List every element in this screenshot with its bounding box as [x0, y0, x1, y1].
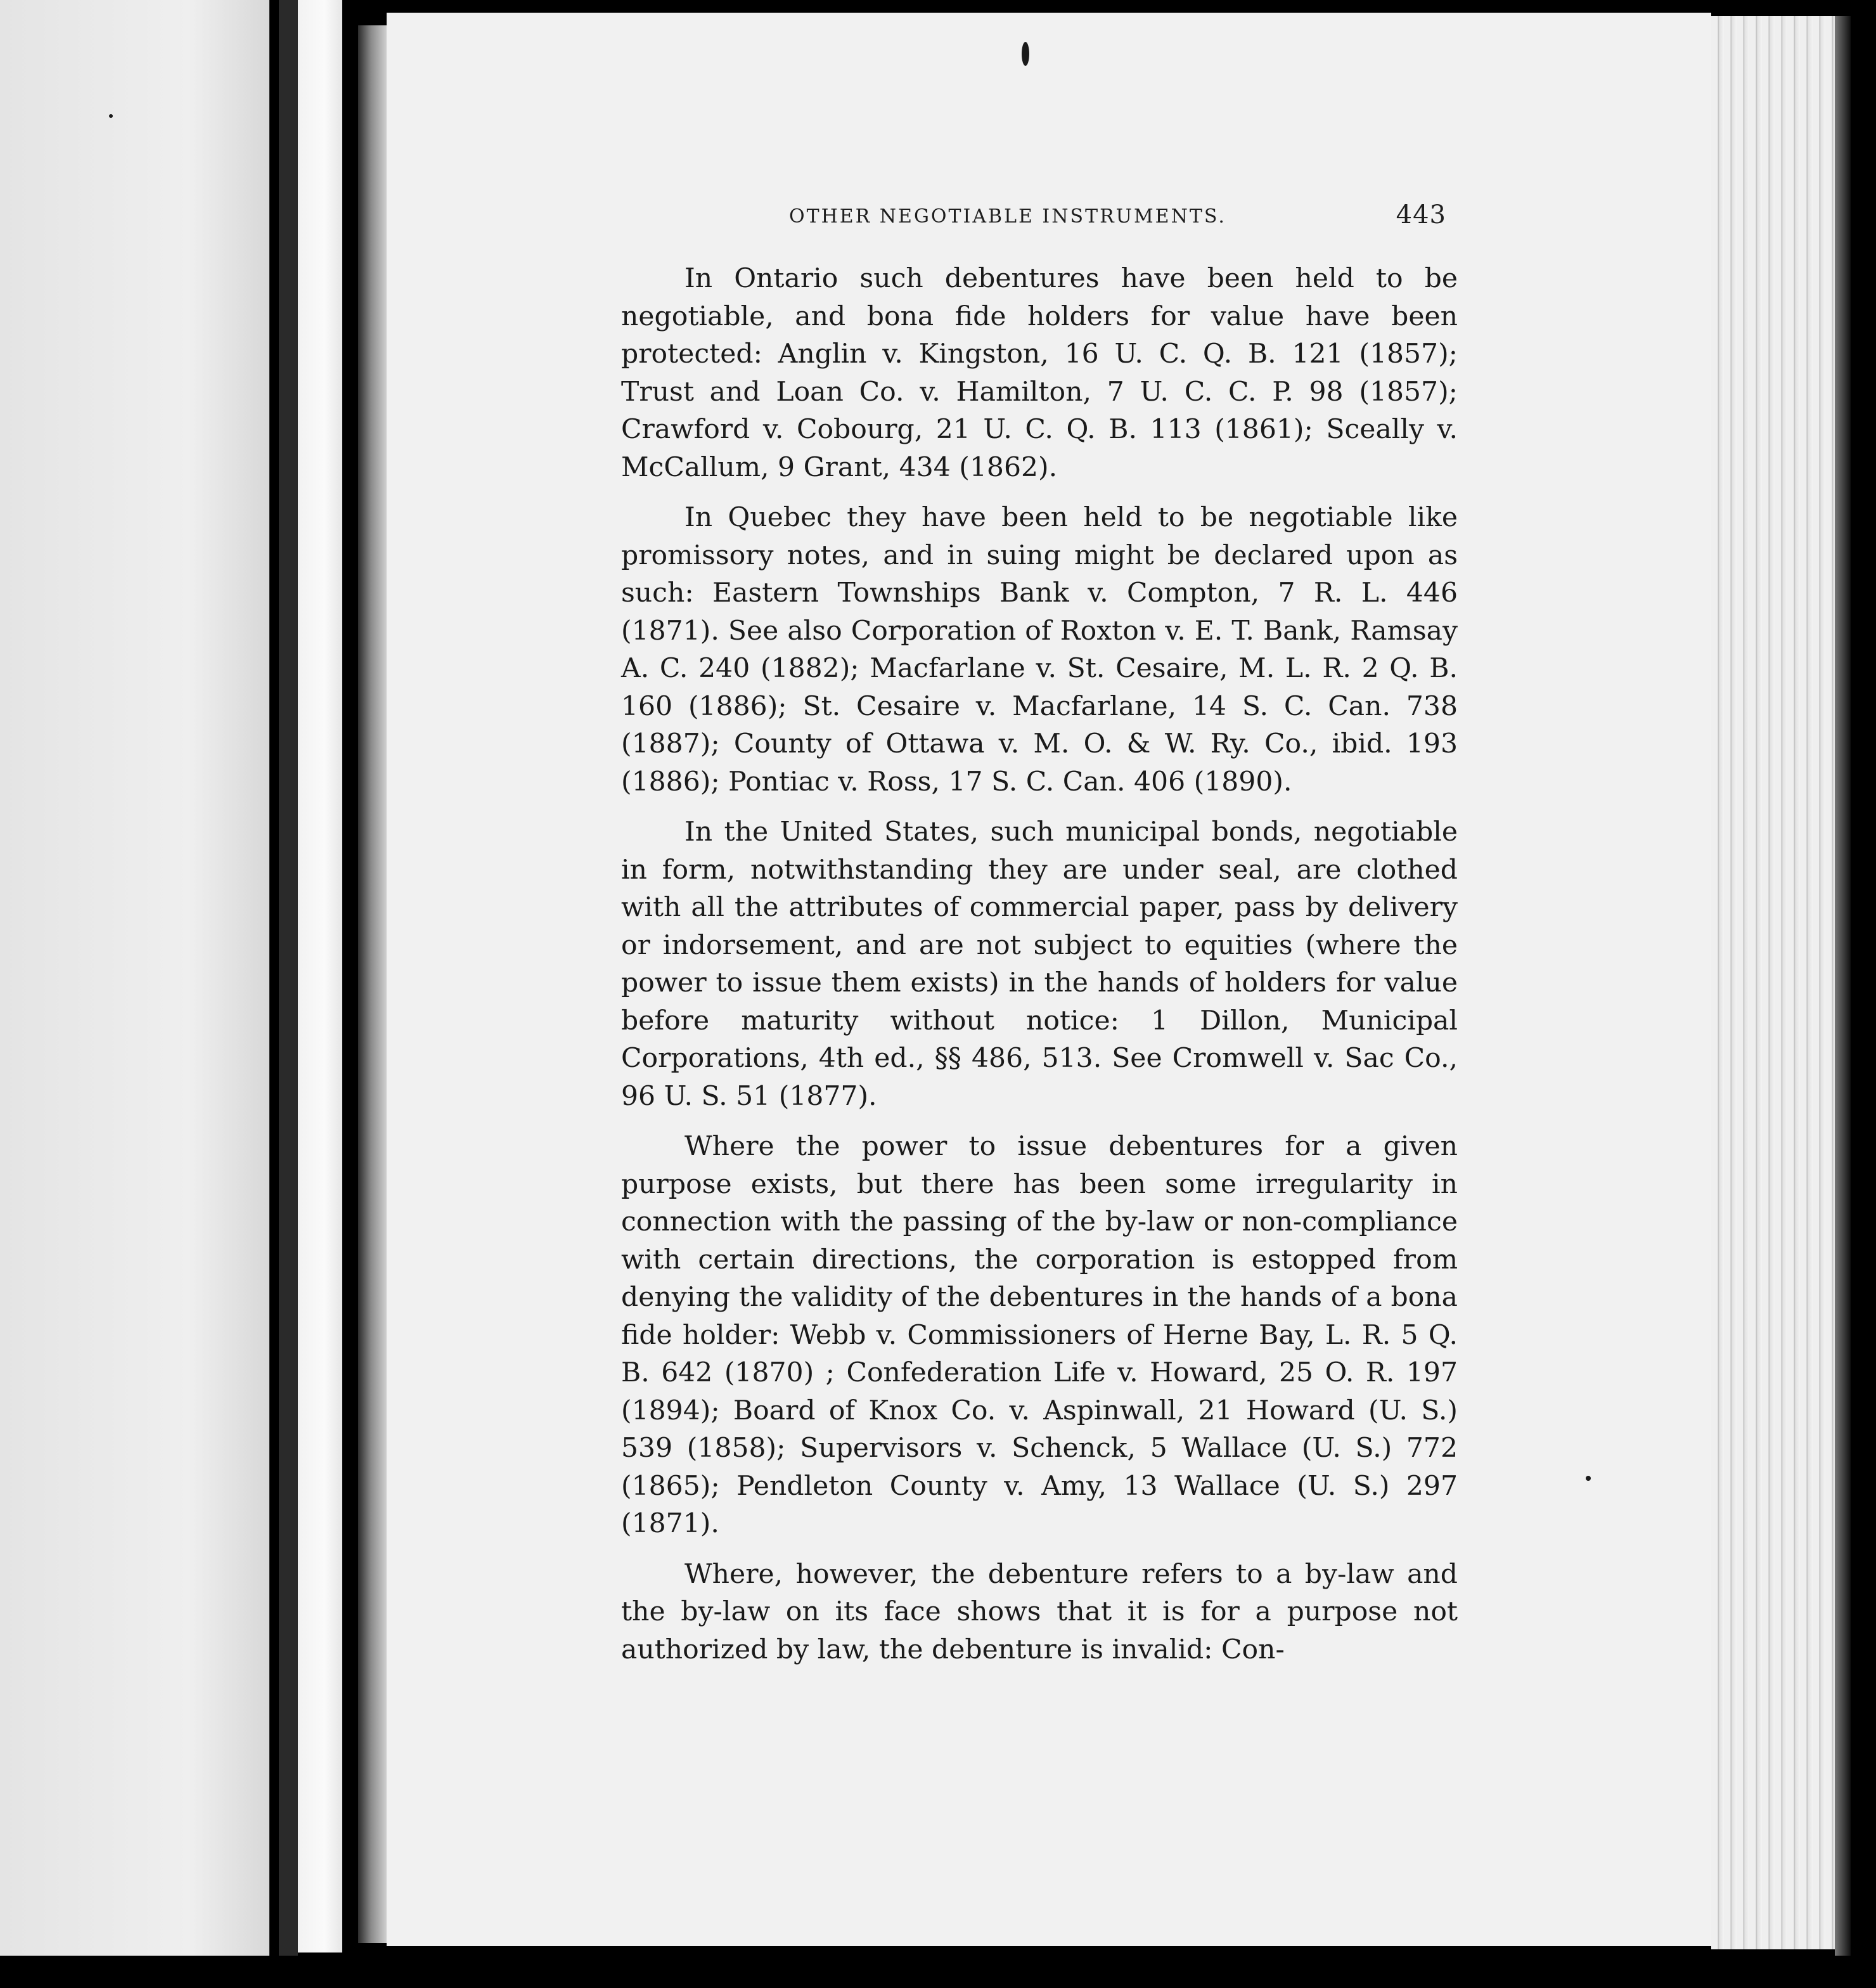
- dust-speck: [109, 114, 113, 118]
- paragraph-ontario: In Ontario such debentures have been held to be negotiable, and bona fide holders for value have been protected: Anglin v. Kingston, 16 U. C. Q. B. 121 (1857); Trust and Loan Co. v. Hamilton, 7 U. C. C. P. 98 (1857); Crawford v. Cobourg, 21 U. C. Q. B. 113 (1861); Sceally v. McCallum, 9 Grant, 434 (1862).: [621, 263, 1458, 483]
- left-page-margin: [0, 0, 269, 1956]
- cover-edge-shadow: [1835, 16, 1851, 1956]
- dust-speck: [1586, 1476, 1591, 1481]
- paragraph-invalid-debenture: Where, however, the debenture refers to a by-law and the by-law on its face shows that it is for a purpose not authorized by law, the debenture is invalid: Con-: [621, 1558, 1458, 1665]
- paragraph-estoppel: Where the power to issue debentures for a given purpose exists, but there has been some irregularity in connection with the passing of the by-law or non-compliance with certain directions, the corporation is estopped from denying the validity of the debentures in the hands of a bona fide holder: Webb v. Commissioners of Herne Bay, L. R. 5 Q. B. 642 (1870) ; Confederation Life v. Howard, 25 O. R. 197 (1894); Board of Knox Co. v. Aspinwall, 21 Howard (U. S.) 539 (1858); Supervisors v. Schenck, 5 Wallace (U. S.) 772 (1865); Pendleton County v. Amy, 13 Wallace (U. S.) 297 (1871).: [621, 1131, 1458, 1539]
- running-header: [621, 197, 1458, 235]
- dust-speck: [1022, 42, 1029, 66]
- running-head-title: OTHER NEGOTIABLE INSTRUMENTS.: [789, 205, 1226, 228]
- paragraph-united-states: In the United States, such municipal bonds, negotiable in form, notwithstanding they are under seal, are clothed with all the attributes of commercial paper, pass by delivery or indorsement, and are not subject to equities (where the power to issue them exists) in the hands of holders for value before maturity without notice: 1 Dillon, Municipal Corporations, 4th ed., §§ 486, 513. See Cromwell v. Sac Co., 96 U. S. 51 (1877).: [621, 816, 1458, 1112]
- gutter-shadow: [279, 0, 298, 1956]
- binding-shadow: [358, 25, 387, 1943]
- page-number: 443: [1396, 200, 1446, 229]
- page-text: [621, 197, 1458, 1668]
- spine-edge: [298, 0, 342, 1952]
- paragraph-quebec: In Quebec they have been held to be negotiable like promissory notes, and in suing might be declared upon as such: Eastern Townships Bank v. Compton, 7 R. L. 446 (1871). See also Corporation of Roxton v. E. T. Bank, Ramsay A. C. 240 (1882); Macfarlane v. St. Cesaire, M. L. R. 2 Q. B. 160 (1886); St. Cesaire v. Macfarlane, 14 S. C. Can. 738 (1887); County of Ottawa v. M. O. & W. Ry. Co., ibid. 193 (1886); Pontiac v. Ross, 17 S. C. Can. 406 (1890).: [621, 502, 1458, 797]
- page-block-edges: [1711, 16, 1844, 1949]
